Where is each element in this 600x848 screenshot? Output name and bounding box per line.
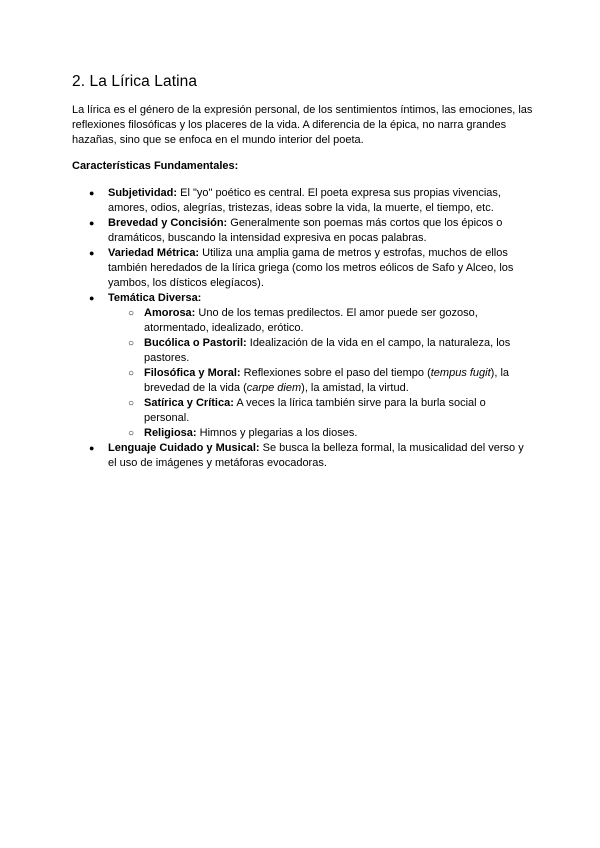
- section-title: 2. La Lírica Latina: [72, 73, 198, 90]
- circle-bullet-icon: ○: [128, 428, 135, 439]
- theme-text: A veces la lírica también sirve para la burla social o personal.: [144, 397, 486, 424]
- theme-text: Himnos y plegarias a los dioses.: [196, 427, 358, 439]
- item-term: Subjetividad:: [108, 187, 178, 199]
- theme-term: Bucólica o Pastoril:: [144, 337, 247, 349]
- circle-bullet-icon: ○: [128, 338, 135, 349]
- list-item-subjetividad: [72, 186, 534, 216]
- theme-text: ), la amistad, la virtud.: [301, 382, 409, 394]
- item-text: El "yo" poético es central. El poeta expresa sus propias vivencias, amores, odios, alegrías, tristezas, ideas sobre la vida, la muerte, el tiempo, etc.: [108, 187, 501, 214]
- theme-term: Religiosa:: [144, 427, 197, 439]
- list-item-brevedad: [72, 216, 534, 246]
- theme-text: Reflexiones sobre el paso del tiempo (: [240, 367, 431, 379]
- bullet-icon: ●: [89, 293, 95, 303]
- theme-item-satirica: [108, 396, 534, 426]
- characteristics-list: [72, 186, 534, 471]
- intro-paragraph: La lírica es el género de la expresión personal, de los sentimientos íntimos, las emociones, las reflexiones filosóficas y los placeres de la vida. A diferencia de la épica, no narra grandes hazañas, sino que se enfoca en el mundo interior del poeta.: [72, 104, 533, 146]
- theme-term: Filosófica y Moral:: [144, 367, 241, 379]
- item-term: Variedad Métrica:: [108, 247, 200, 259]
- bullet-icon: ●: [89, 218, 95, 228]
- document-content: [72, 72, 534, 471]
- theme-text: Idealización de la vida en el campo, la naturaleza, los pastores.: [144, 337, 511, 364]
- item-term: Temática Diversa:: [108, 292, 202, 304]
- subheading: Características Fundamentales:: [72, 160, 239, 172]
- latin-phrase: tempus fugit: [430, 367, 491, 379]
- list-item-lenguaje: [72, 441, 534, 471]
- circle-bullet-icon: ○: [128, 308, 135, 319]
- theme-item-bucolica: [108, 336, 534, 366]
- theme-term: Satírica y Crítica:: [144, 397, 234, 409]
- bullet-icon: ●: [89, 188, 95, 198]
- theme-item-religiosa: [108, 426, 534, 441]
- bullet-icon: ●: [89, 443, 95, 453]
- item-text: Utiliza una amplia gama de metros y estrofas, muchos de ellos también heredados de la lírica griega (como los metros eólicos de Safo y Alceo, los yambos, los dísticos elegíacos).: [108, 247, 514, 289]
- theme-item-filosofica: [108, 366, 534, 396]
- theme-text: ), la brevedad de la vida (: [144, 367, 510, 394]
- theme-term: Amorosa:: [144, 307, 196, 319]
- list-item-tematica: [72, 291, 534, 441]
- list-item-variedad-metrica: [72, 246, 534, 291]
- item-text: Generalmente son poemas más cortos que los épicos o dramáticos, buscando la intensidad expresiva en pocas palabras.: [108, 217, 503, 244]
- item-text: Se busca la belleza formal, la musicalidad del verso y el uso de imágenes y metáforas evocadoras.: [108, 442, 524, 469]
- item-term: Lenguaje Cuidado y Musical:: [108, 442, 260, 454]
- bullet-icon: ●: [89, 248, 95, 258]
- theme-text: Uno de los temas predilectos. El amor puede ser gozoso, atormentado, idealizado, erótico.: [144, 307, 478, 334]
- item-term: Brevedad y Concisión:: [108, 217, 228, 229]
- circle-bullet-icon: ○: [128, 398, 135, 409]
- theme-item-amorosa: [108, 306, 534, 336]
- latin-phrase: carpe diem: [246, 382, 302, 394]
- circle-bullet-icon: ○: [128, 368, 135, 379]
- themes-list: [108, 306, 534, 441]
